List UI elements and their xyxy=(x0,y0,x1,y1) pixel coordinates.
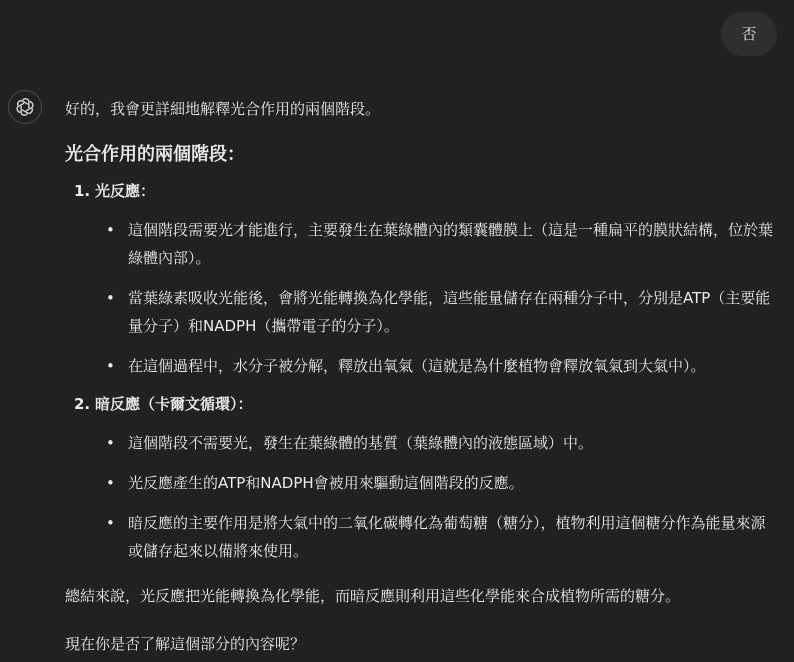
bullet-text: 在這個過程中，水分子被分解，釋放出氧氣（這就是為什麼植物會釋放氧氣到大氣中）。 xyxy=(128,357,706,375)
bullet-text: 暗反應的主要作用是將大氣中的二氧化碳轉化為葡萄糖（糖分），植物利用這個糖分作為能量來源或儲存起來以備將來使用。 xyxy=(128,514,766,560)
bullet-text: 這個階段需要光才能進行，主要發生在葉綠體內的類囊體膜上（這是一種扁平的膜狀結構，位於葉綠體內部）。 xyxy=(128,221,774,267)
step-number: 2. xyxy=(74,395,91,413)
list-item xyxy=(65,509,775,565)
step-number: 1. xyxy=(74,182,91,200)
question-text: 現在你是否了解這個部分的內容呢？ xyxy=(65,635,306,653)
openai-logo-icon xyxy=(14,96,36,118)
list-item xyxy=(65,469,775,497)
bullet-list xyxy=(65,429,775,565)
user-message-bubble: 否 xyxy=(721,12,777,56)
bullet-dot: • xyxy=(106,474,115,492)
step-light-reaction xyxy=(65,178,775,380)
summary-text: 總結來說，光反應把光能轉換為化學能，而暗反應則利用這些化學能來合成植物所需的糖分。 xyxy=(65,587,681,605)
list-item xyxy=(65,352,775,380)
intro-text: 好的，我會更詳細地解釋光合作用的兩個階段。 xyxy=(65,100,381,118)
section-heading: 光合作用的兩個階段： xyxy=(65,144,245,165)
bullet-text: 這個階段不需要光，發生在葉綠體的基質（葉綠體內的液態區域）中。 xyxy=(128,434,594,452)
step-title: 光反應： xyxy=(95,182,156,200)
bullet-text: 當葉綠素吸收光能後，會將光能轉換為化學能，這些能量儲存在兩種分子中，分別是ATP（主要能量分子）和NADPH（攜帶電子的分子）。 xyxy=(128,289,771,335)
step-dark-reaction xyxy=(65,391,775,565)
steps-list xyxy=(65,178,775,565)
bullet-dot: • xyxy=(106,434,115,452)
list-item xyxy=(65,284,775,340)
bullet-text: 光反應產生的ATP和NADPH會被用來驅動這個階段的反應。 xyxy=(128,474,524,492)
assistant-message xyxy=(65,96,775,657)
step-title: 暗反應（卡爾文循環）： xyxy=(95,395,253,413)
step-heading xyxy=(74,391,775,417)
bullet-dot: • xyxy=(106,289,115,307)
step-heading xyxy=(74,178,775,204)
bullet-dot: • xyxy=(106,221,115,239)
bullet-list xyxy=(65,216,775,380)
list-item xyxy=(65,216,775,272)
bullet-dot: • xyxy=(106,357,115,375)
assistant-avatar xyxy=(8,90,42,124)
list-item xyxy=(65,429,775,457)
bullet-dot: • xyxy=(106,514,115,532)
